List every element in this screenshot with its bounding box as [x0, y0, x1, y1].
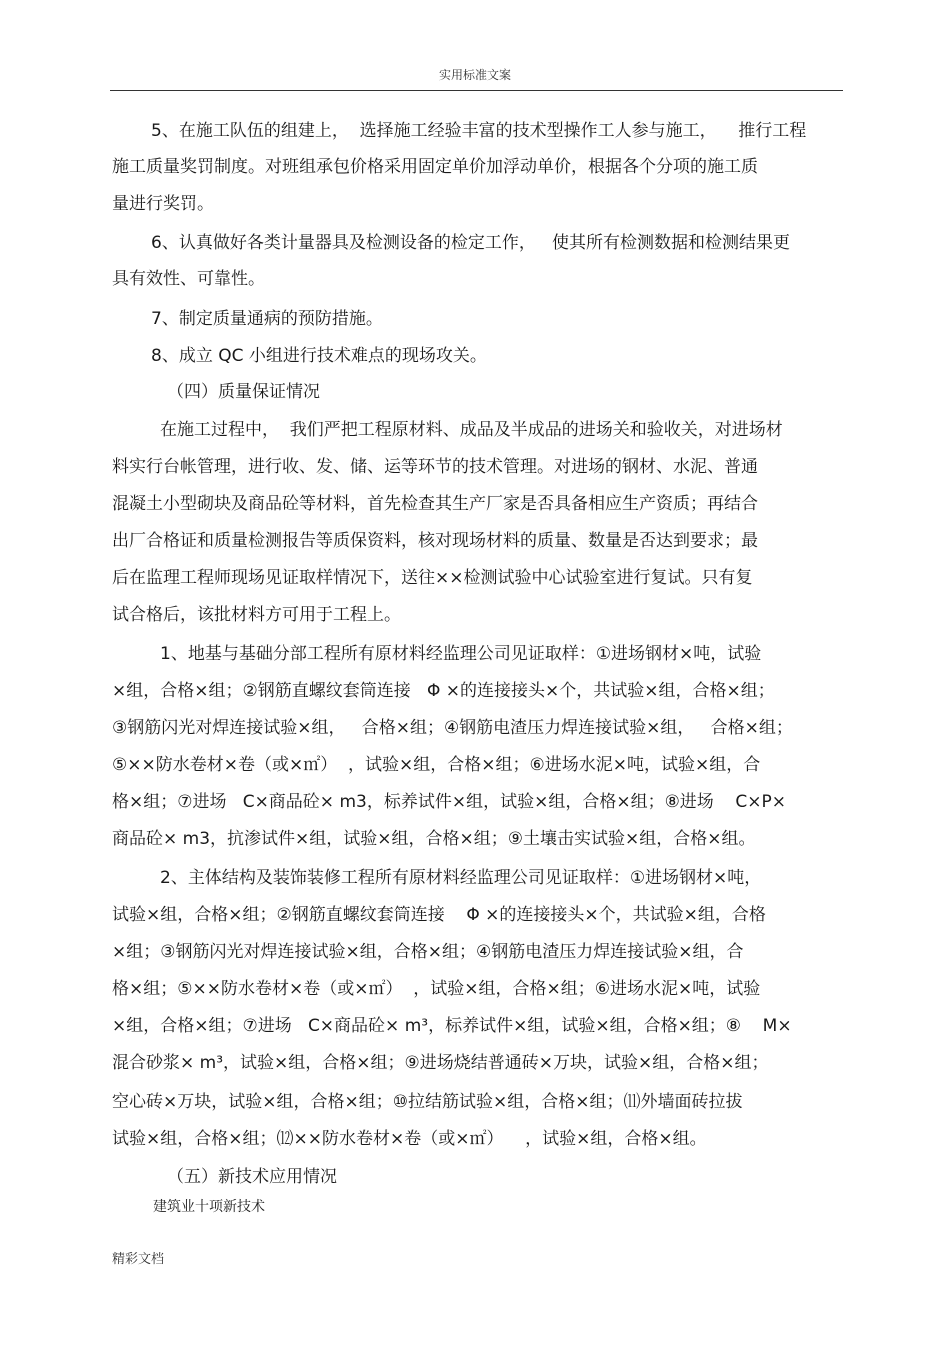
- item-1-line-1: 1、地基与基础分部工程所有原材料经监理公司见证取样：①进场钢材×吨，试验: [160, 644, 762, 664]
- header-rule: [110, 90, 843, 91]
- quality-line-6: 试合格后，该批材料方可用于工程上。: [112, 605, 401, 625]
- paragraph-6-line-1: 6、认真做好各类计量器具及检测设备的检定工作， 使其所有检测数据和检测结果更: [151, 233, 791, 253]
- item-2-line-3: ×组；③钢筋闪光对焊连接试验×组，合格×组；④钢筋电渣压力焊连接试验×组，合: [112, 942, 744, 962]
- item-2-line-4: 格×组；⑤××防水卷材×卷（或×㎡） ，试验×组，合格×组；⑥进场水泥×吨，试验: [112, 979, 761, 999]
- item-1-line-5: 格×组；⑦进场 C×商品砼× m3，标养试件×组，试验×组，合格×组；⑧进场 C×P×: [112, 792, 787, 812]
- quality-line-4: 出厂合格证和质量检测报告等质保资料，核对现场材料的质量、数量是否达到要求；最: [112, 531, 758, 551]
- item-2-line-5: ×组，合格×组；⑦进场 C×商品砼× m³，标养试件×组，试验×组，合格×组；⑧ M×: [112, 1016, 792, 1036]
- section-4-heading: （四）质量保证情况: [167, 382, 320, 402]
- paragraph-5-line-1: 5、在施工队伍的组建上， 选择施工经验丰富的技术型操作工人参与施工， 推行工程: [151, 121, 807, 141]
- page-footer-label: 精彩文档: [112, 1252, 165, 1267]
- quality-line-2: 料实行台帐管理，进行收、发、储、运等环节的技术管理。对进场的钢材、水泥、普通: [112, 457, 758, 477]
- item-1-line-3: ③钢筋闪光对焊连接试验×组， 合格×组；④钢筋电渣压力焊连接试验×组， 合格×组；: [112, 718, 793, 738]
- item-1-line-6: 商品砼× m3，抗渗试件×组，试验×组，合格×组；⑨土壤击实试验×组，合格×组。: [112, 829, 756, 849]
- paragraph-5-line-2: 施工质量奖罚制度。对班组承包价格采用固定单价加浮动单价，根据各个分项的施工质: [112, 157, 758, 177]
- item-2-line-7: 空心砖×万块，试验×组，合格×组；⑩拉结筋试验×组，合格×组；⑾外墙面砖拉拔: [112, 1092, 743, 1112]
- tech-heading: 建筑业十项新技术: [153, 1199, 265, 1215]
- item-2-line-2: 试验×组，合格×组；②钢筋直螺纹套筒连接 Φ ×的连接接头×个，共试验×组，合格: [112, 905, 766, 925]
- paragraph-6-line-2: 具有效性、可靠性。: [112, 269, 265, 289]
- quality-line-3: 混凝土小型砌块及商品砼等材料，首先检查其生产厂家是否具备相应生产资质；再结合: [112, 494, 758, 514]
- page-header-title: 实用标准文案: [438, 68, 511, 82]
- item-1-line-4: ⑤××防水卷材×卷（或×㎡） ，试验×组，合格×组；⑥进场水泥×吨，试验×组，合: [112, 755, 761, 775]
- paragraph-5-line-3: 量进行奖罚。: [112, 194, 214, 214]
- item-2-line-6: 混合砂浆× m³，试验×组，合格×组；⑨进场烧结普通砖×万块，试验×组，合格×组；: [112, 1053, 769, 1073]
- paragraph-8: 8、成立 QC 小组进行技术难点的现场攻关。: [151, 346, 487, 366]
- item-2-line-1: 2、主体结构及装饰装修工程所有原材料经监理公司见证取样：①进场钢材×吨，: [160, 868, 762, 888]
- item-2-line-8: 试验×组，合格×组；⑿××防水卷材×卷（或×㎡） ，试验×组，合格×组。: [112, 1129, 707, 1149]
- section-5-heading: （五）新技术应用情况: [167, 1167, 337, 1187]
- quality-line-5: 后在监理工程师现场见证取样情况下，送往××检测试验中心试验室进行复试。只有复: [112, 568, 753, 588]
- paragraph-7: 7、制定质量通病的预防措施。: [151, 309, 383, 329]
- item-1-line-2: ×组，合格×组；②钢筋直螺纹套筒连接 Φ ×的连接接头×个，共试验×组，合格×组；: [112, 681, 775, 701]
- quality-line-1: 在施工过程中， 我们严把工程原材料、成品及半成品的进场关和验收关，对进场材: [160, 420, 783, 440]
